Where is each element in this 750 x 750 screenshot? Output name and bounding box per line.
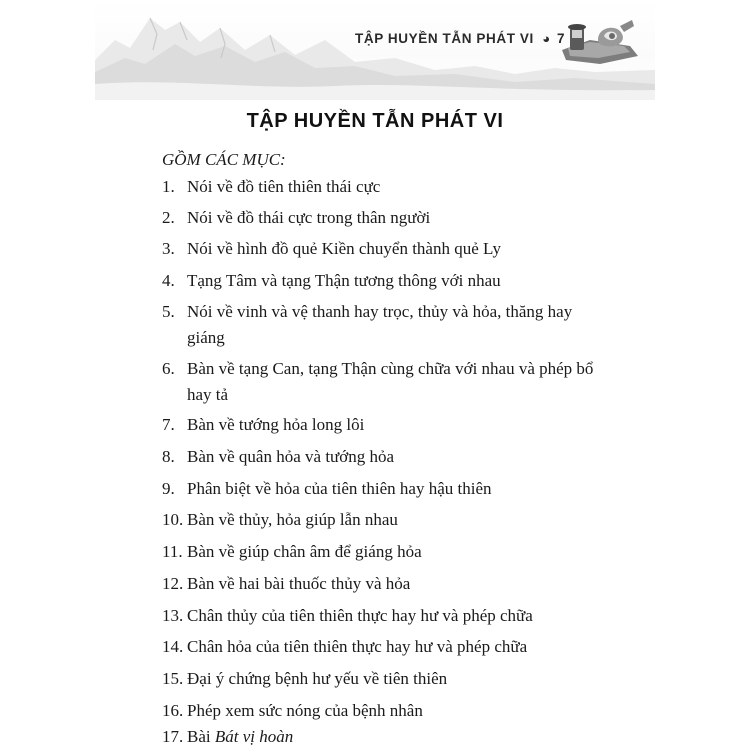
item-text: Chân hỏa của tiên thiên thực hay hư và phép chữa bbox=[187, 637, 528, 656]
list-item bbox=[162, 724, 602, 750]
item-number: 6. bbox=[162, 359, 175, 378]
item-text: Nói về vinh và vệ thanh hay trọc, thủy và hỏa, thăng hay giáng bbox=[187, 302, 573, 347]
item-text: Bàn về tạng Can, tạng Thận cùng chữa với nhau và phép bổ hay tả bbox=[187, 359, 594, 404]
item-number: 8. bbox=[162, 447, 175, 466]
item-number: 17. bbox=[162, 727, 184, 746]
list-item bbox=[162, 444, 602, 470]
list-item bbox=[162, 236, 602, 262]
item-number: 1. bbox=[162, 177, 175, 196]
item-number: 4. bbox=[162, 271, 175, 290]
page-number: 7 bbox=[557, 31, 566, 46]
section-subtitle: GỒM CÁC MỤC: bbox=[162, 150, 286, 169]
item-text: Nói về đồ tiên thiên thái cực bbox=[187, 177, 381, 196]
item-text: Đại ý chứng bệnh hư yếu về tiên thiên bbox=[187, 669, 448, 688]
item-text: Phép xem sức nóng của bệnh nhân bbox=[187, 701, 423, 720]
item-number: 9. bbox=[162, 479, 175, 498]
item-number: 16. bbox=[162, 701, 184, 720]
list-item bbox=[162, 603, 602, 629]
item-number: 15. bbox=[162, 669, 184, 688]
item-number: 12. bbox=[162, 574, 184, 593]
list-item bbox=[162, 634, 602, 660]
item-number: 14. bbox=[162, 637, 184, 656]
list-item bbox=[162, 539, 602, 565]
list-item bbox=[162, 507, 602, 533]
item-text-italic: Bát vị hoàn bbox=[214, 727, 294, 746]
list-item bbox=[162, 299, 602, 351]
item-text: Bàn về giúp chân âm để giáng hỏa bbox=[187, 542, 422, 561]
page-title: TẬP HUYỀN TẪN PHÁT VI bbox=[246, 110, 504, 132]
item-text: Bàn về tướng hỏa long lôi bbox=[187, 415, 365, 434]
circle-bullet-icon: ◕ bbox=[542, 31, 551, 46]
item-number: 2. bbox=[162, 208, 175, 227]
item-text: Bàn về quân hỏa và tướng hỏa bbox=[187, 447, 395, 466]
item-number: 10. bbox=[162, 510, 184, 529]
item-text bbox=[187, 724, 602, 750]
item-number: 13. bbox=[162, 606, 184, 625]
item-number: 11. bbox=[162, 542, 183, 561]
list-item bbox=[162, 666, 602, 692]
list-item bbox=[162, 205, 602, 231]
item-text: Nói về đồ thái cực trong thân người bbox=[187, 208, 431, 227]
list-item bbox=[162, 356, 602, 408]
item-text: Tạng Tâm và tạng Thận tương thông với nhau bbox=[187, 271, 501, 290]
list-item bbox=[162, 268, 602, 294]
list-item bbox=[162, 571, 602, 597]
item-text: Bàn về hai bài thuốc thủy và hỏa bbox=[187, 574, 411, 593]
item-text: Nói về hình đồ quẻ Kiền chuyển thành quẻ Ly bbox=[187, 239, 501, 258]
list-item bbox=[162, 698, 602, 724]
list-item bbox=[162, 174, 602, 200]
item-text: Chân thủy của tiên thiên thực hay hư và phép chữa bbox=[187, 606, 533, 625]
item-number: 7. bbox=[162, 415, 175, 434]
list-item bbox=[162, 412, 602, 438]
list-item bbox=[162, 476, 602, 502]
item-text: Bàn về thủy, hỏa giúp lẫn nhau bbox=[187, 510, 398, 529]
item-number: 5. bbox=[162, 302, 175, 321]
running-title: TẬP HUYỀN TẪN PHÁT VI bbox=[355, 31, 534, 46]
item-number: 3. bbox=[162, 239, 175, 258]
item-text-prefix: Bài bbox=[187, 727, 215, 746]
item-text: Phân biệt về hỏa của tiên thiên hay hậu thiên bbox=[187, 479, 492, 498]
